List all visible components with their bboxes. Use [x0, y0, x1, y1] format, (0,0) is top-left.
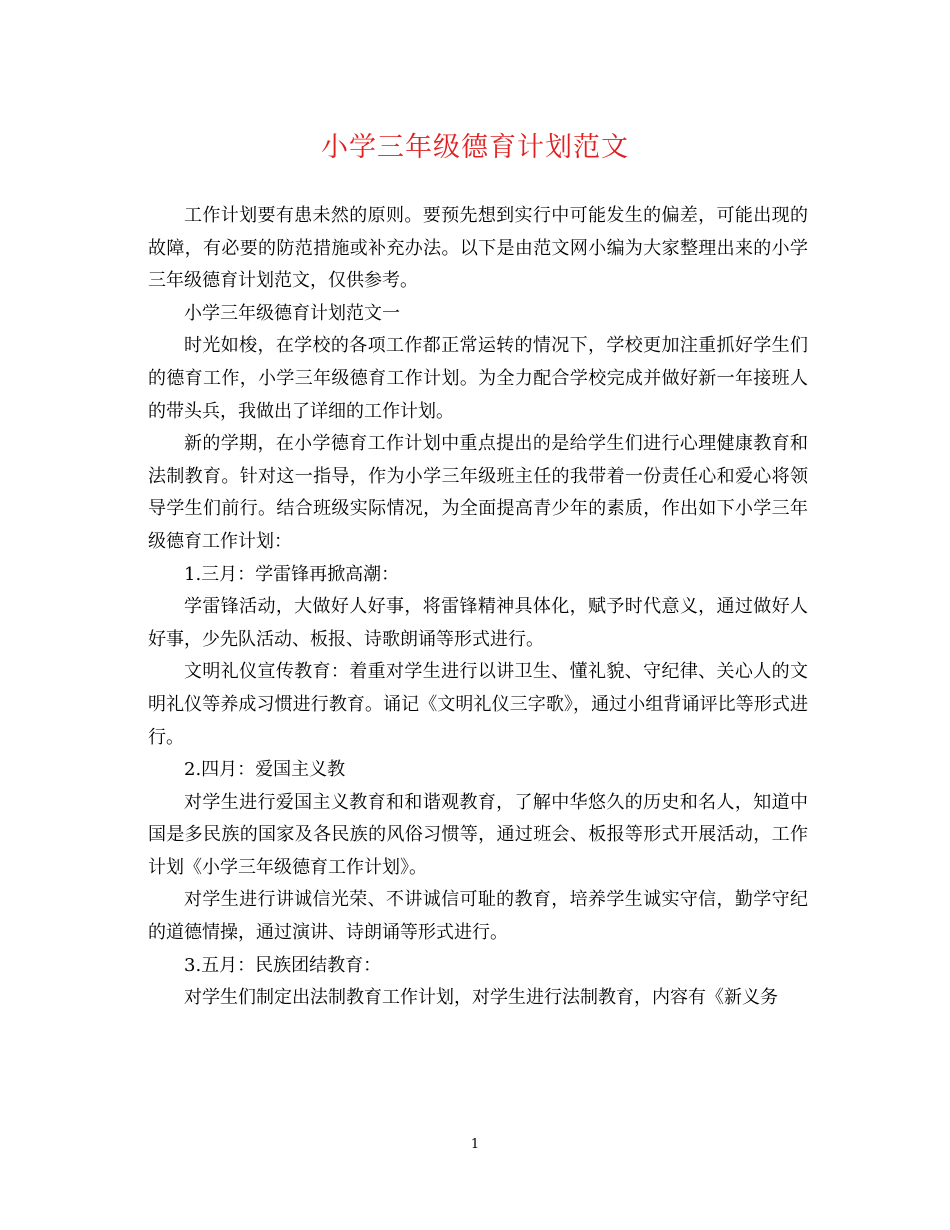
- page-number: 1: [470, 1137, 480, 1152]
- paragraph: 对学生进行讲诚信光荣、不讲诚信可耻的教育，培养学生诚实守信，勤学守纪的道德情操，通过演讲、诗朗诵等形式进行。: [148, 889, 808, 944]
- paragraph: 对学生进行爱国主义教育和和谐观教育，了解中华悠久的历史和名人，知道中国是多民族的国家及各民族的风俗习惯等，通过班会、板报等形式开展活动，工作计划《小学三年级德育工作计划》。: [148, 791, 808, 878]
- paragraph: 学雷锋活动，大做好人好事，将雷锋精神具体化，赋予时代意义，通过做好人好事，少先队活动、板报、诗歌朗诵等形式进行。: [148, 596, 808, 650]
- list-heading-may: 3.五月：民族团结教育：: [184, 954, 382, 976]
- list-heading-april: 2.四月：爱国主义教: [184, 759, 346, 781]
- paragraph: 时光如梭，在学校的各项工作都正常运转的情况下，学校更加注重抓好学生们的德育工作，小学三年级德育工作计划。为全力配合学校完成并做好新一年接班人的带头兵，我做出了详细的工作计划。: [148, 335, 808, 422]
- paragraph-intro: 工作计划要有患未然的原则。要预先想到实行中可能发生的偏差，可能出现的故障，有必要的防范措施或补充办法。以下是由范文网小编为大家整理出来的小学三年级德育计划范文，仅供参考。: [148, 205, 808, 292]
- list-heading-march: 1.三月：学雷锋再掀高潮：: [184, 563, 400, 585]
- document-body: [148, 200, 808, 1015]
- paragraph: 文明礼仪宣传教育：着重对学生进行以讲卫生、懂礼貌、守纪律、关心人的文明礼仪等养成习惯进行教育。诵记《文明礼仪三字歌》，通过小组背诵评比等形式进行。: [148, 661, 808, 748]
- paragraph: 新的学期，在小学德育工作计划中重点提出的是给学生们进行心理健康教育和法制教育。针对这一指导，作为小学三年级班主任的我带着一份责任心和爱心将领导学生们前行。结合班级实际情况，为全面提高青少年的素质，作出如下小学三年级德育工作计划：: [148, 433, 808, 552]
- document-title: 小学三年级德育计划范文: [321, 132, 629, 163]
- section-heading-plan-one: 小学三年级德育计划范文一: [184, 302, 400, 324]
- paragraph: 对学生们制定出法制教育工作计划，对学生进行法制教育，内容有《新义务: [184, 987, 778, 1009]
